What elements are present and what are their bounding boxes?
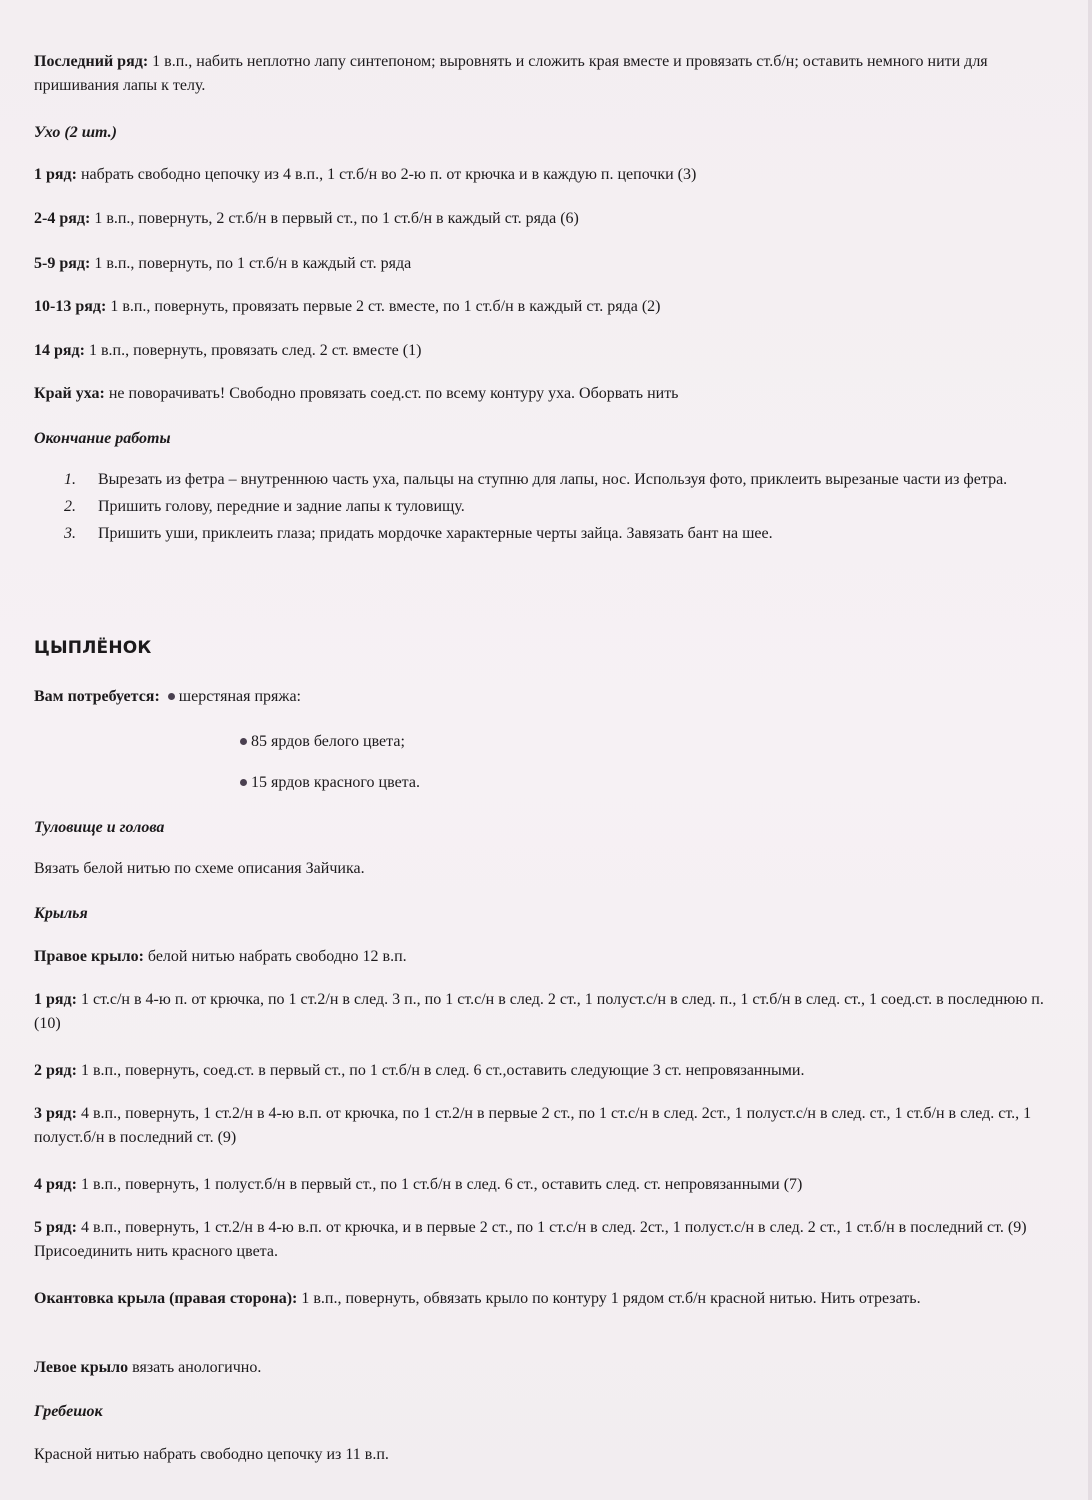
left-wing-label: Левое крыло [34,1359,129,1376]
wing-row-label: 1 ряд: [34,991,77,1008]
wing-edging-line [34,1287,1044,1311]
wings-heading: Крылья [34,905,88,922]
wing-row-text: 1 в.п., повернуть, соед.ст. в первый ст., по 1 ст.б/н в след. 6 ст.,оставить следующие 3 ст. непровязанными. [76,1062,805,1079]
right-wing-line [34,945,1044,969]
ear-row-1-text: набрать свободно цепочку из 4 в.п., 1 ст.б/н во 2-ю п. от крючка и в каждую п. цепочки (3) [76,166,697,183]
comb-text: Красной нитью набрать свободно цепочку из 11 в.п. [34,1446,389,1463]
requirement-item: 85 ярдов белого цвета; [251,733,405,750]
wing-row-5 [34,1216,1044,1264]
step-number: 1. [64,471,76,488]
wing-row-4 [34,1173,1044,1197]
ear-row-5-text: 1 в.п., повернуть, провязать след. 2 ст. вместе (1) [84,342,422,359]
wing-row-text: 1 в.п., повернуть, 1 полуст.б/н в первый ст., по 1 ст.б/н в след. 6 ст., оставить след. ст. непровязанными (7) [76,1176,803,1193]
finish-step [60,522,1020,546]
step-number: 3. [64,525,76,542]
requirement-line [240,772,420,794]
wing-row-label: 5 ряд: [34,1219,77,1236]
finish-step [60,495,1020,519]
step-text: Вырезать из фетра – внутреннюю часть уха, пальцы на ступню для лапы, нос. Используя фото, приклеить вырезаные части из фетра. [98,471,1008,488]
ear-row-4-label: 10-13 ряд: [34,298,107,315]
ear-row-3-label: 5-9 ряд: [34,255,91,272]
body-heading: Туловище и голова [34,819,165,836]
right-wing-label: Правое крыло: [34,948,144,965]
bullet-icon [168,693,175,700]
right-wing-text: белой нитью набрать свободно 12 в.п. [143,948,407,965]
requirement-item: 15 ярдов красного цвета. [251,774,420,791]
ear-row-2-text: 1 в.п., повернуть, 2 ст.б/н в первый ст., по 1 ст.б/н в каждый ст. ряда (6) [90,210,579,227]
chick-title: ЦЫПЛЁНОК [34,638,152,658]
body-text: Вязать белой нитью по схеме описания Зайчика. [34,860,365,877]
page-edge [1088,0,1092,1500]
requirements-label: Вам потребуется: [34,688,160,705]
ear-row-4 [34,295,1044,319]
wing-row-label: 3 ряд: [34,1105,77,1122]
finish-heading: Окончание работы [34,430,171,447]
requirement-line [240,731,405,753]
left-wing-line [34,1356,1044,1380]
ear-row-1-label: 1 ряд: [34,166,77,183]
bullet-icon [240,738,247,745]
ear-heading: Ухо (2 шт.) [34,124,118,141]
ear-row-3-text: 1 в.п., повернуть, по 1 ст.б/н в каждый ст. ряда [90,255,412,272]
ear-row-2 [34,207,1044,231]
ear-edge-row [34,382,1044,406]
ear-row-1 [34,163,1044,187]
ear-row-3 [34,252,1044,276]
bullet-icon [240,779,247,786]
finish-step [60,468,1020,492]
last-row-paragraph [34,50,1044,98]
finish-steps-list [60,468,1020,549]
ear-edge-label: Край уха: [34,385,105,402]
ear-row-5-label: 14 ряд: [34,342,85,359]
wing-row-label: 2 ряд: [34,1062,77,1079]
wing-row-label: 4 ряд: [34,1176,77,1193]
step-text: Пришить голову, передние и задние лапы к туловищу. [98,498,465,515]
wing-row-text: 4 в.п., повернуть, 1 ст.2/н в 4-ю в.п. от крючка, по 1 ст.2/н в первые 2 ст., по 1 ст.с/н в след. 2ст., 1 полуст.с/н в след. ст., 1 ст.б/н в след. ст., 1 полуст.б/н в последний ст. (9) [34,1105,1032,1146]
step-number: 2. [64,498,76,515]
ear-edge-text: не поворачивать! Свободно провязать соед.ст. по всему контуру уха. Оборвать нить [104,385,679,402]
wing-edging-label: Окантовка крыла (правая сторона): [34,1290,298,1307]
wing-row-1 [34,988,1044,1036]
wing-row-3 [34,1102,1044,1150]
ear-row-4-text: 1 в.п., повернуть, провязать первые 2 ст. вместе, по 1 ст.б/н в каждый ст. ряда (2) [106,298,661,315]
step-text: Пришить уши, приклеить глаза; придать мордочке характерные черты зайца. Завязать бант на шее. [98,525,773,542]
comb-heading: Гребешок [34,1403,103,1420]
wing-row-text: 1 ст.с/н в 4-ю п. от крючка, по 1 ст.2/н в след. 3 п., по 1 ст.с/н в след. 2 ст., 1 полуст.с/н в след. п., 1 ст.б/н в след. ст., 1 соед.ст. в последнюю п. (10) [34,991,1044,1032]
wing-row-2 [34,1059,1044,1083]
left-wing-text: вязать анологично. [128,1359,262,1376]
wing-row-text: 4 в.п., повернуть, 1 ст.2/н в 4-ю в.п. от крючка, и в первые 2 ст., по 1 ст.с/н в след. 2ст., 1 полуст.с/н в след. 2 ст., 1 ст.б/н в последний ст. (9) Присоединить нить красного цвета. [34,1219,1027,1260]
requirements-line [34,686,301,708]
requirement-item: шерстяная пряжа: [178,688,301,705]
last-row-label: Последний ряд: [34,53,149,70]
ear-row-5 [34,339,1044,363]
ear-row-2-label: 2-4 ряд: [34,210,91,227]
wing-edging-text: 1 в.п., повернуть, обвязать крыло по контуру 1 рядом ст.б/н красной нитью. Нить отрезать. [297,1290,921,1307]
last-row-text: 1 в.п., набить неплотно лапу синтепоном; выровнять и сложить края вместе и провязать ст.б/н; оставить немного нити для пришивания лапы к телу. [34,53,988,94]
